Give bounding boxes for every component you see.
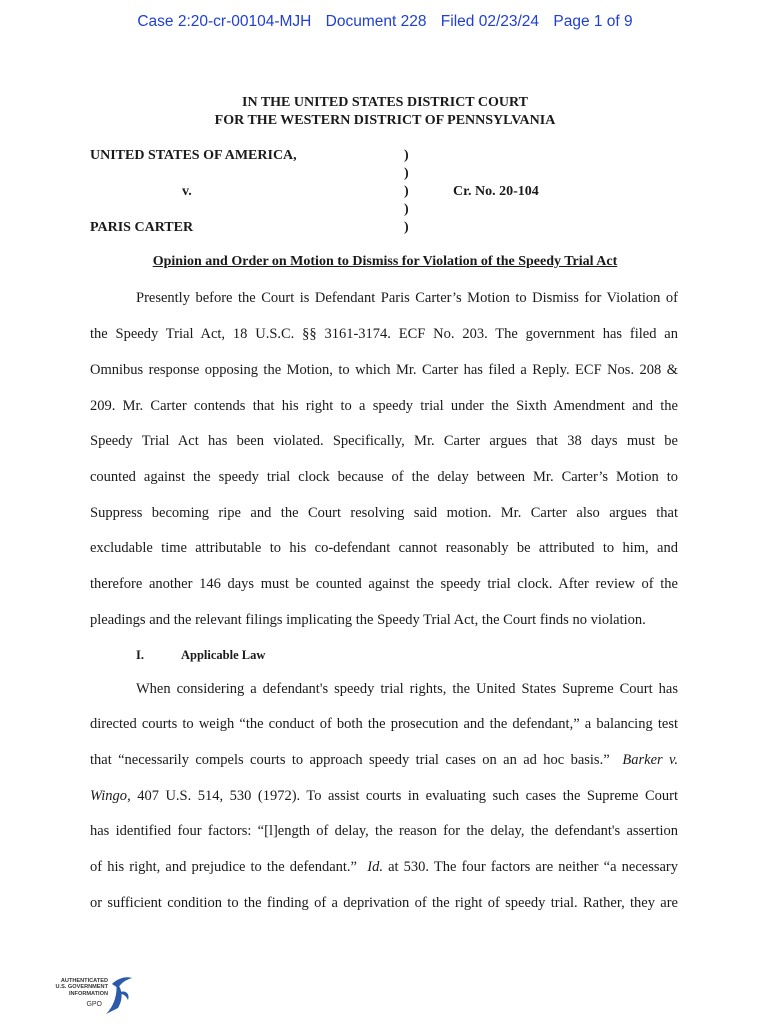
opinion-title: Opinion and Order on Motion to Dismiss for Violation of the Speedy Trial Act (152, 254, 618, 269)
plaintiff-name: UNITED STATES OF AMERICA, (90, 148, 297, 163)
case-number-header: Case 2:20-cr-00104-MJH (137, 13, 312, 30)
text-line: or sufficient condition to the finding of a deprivation of the right of speedy trial. Rather, they are (90, 895, 678, 911)
logo-text-line: AUTHENTICATED (60, 978, 108, 984)
logo-text-line: INFORMATION (68, 990, 108, 997)
text-line: has identified four factors: “[l]ength of delay, the reason for the delay, the defendant's assertion (90, 823, 678, 839)
text-line: therefore another 146 days must be counted against the speedy trial clock. After review of the (90, 576, 678, 592)
caption-paren: ) (404, 148, 409, 163)
text-line (90, 788, 678, 805)
case-number: Cr. No. 20-104 (453, 184, 539, 199)
text-line (90, 752, 678, 769)
section-heading: Applicable Law (181, 648, 266, 662)
gpo-authentication-logo (44, 974, 134, 1018)
text-line (90, 859, 678, 876)
text-segment: at 530. The four factors are neither “a necessary (388, 859, 678, 875)
court-name-line2: FOR THE WESTERN DISTRICT OF PENNSYLVANIA (214, 113, 556, 128)
text-segment: that “necessarily compels courts to approach speedy trial cases on an ad hoc basis.” (90, 752, 610, 768)
filed-date-header: Filed 02/23/24 (440, 13, 540, 30)
text-line: Suppress becoming ripe and the Court resolving said motion. Mr. Carter also argues that (90, 505, 678, 521)
defendant-name: PARIS CARTER (90, 220, 194, 235)
text-line: Presently before the Court is Defendant Paris Carter’s Motion to Dismiss for Violation of (136, 290, 678, 306)
text-line: pleadings and the relevant filings implicating the Speedy Trial Act, the Court finds no violation. (90, 612, 646, 628)
caption-paren: ) (404, 220, 409, 235)
text-line: When considering a defendant's speedy trial rights, the United States Supreme Court has (136, 681, 678, 697)
text-line: Omnibus response opposing the Motion, to which Mr. Carter has filed a Reply. ECF Nos. 208 & (90, 362, 678, 378)
text-line: directed courts to weigh “the conduct of both the prosecution and the defendant,” a balancing test (90, 716, 678, 732)
case-citation: Wingo (90, 788, 128, 804)
caption-paren: ) (404, 202, 409, 217)
caption-paren: ) (404, 184, 409, 199)
page-count-header: Page 1 of 9 (553, 13, 633, 30)
ecf-header (0, 13, 770, 31)
text-line: excludable time attributable to his co-defendant cannot reasonably be attributed to him, and (90, 540, 678, 556)
case-citation: Barker v. (622, 752, 679, 768)
eagle-icon (100, 974, 134, 1018)
text-line: Speedy Trial Act has been violated. Specifically, Mr. Carter argues that 38 days must be (90, 433, 678, 449)
text-line: the Speedy Trial Act, 18 U.S.C. §§ 3161-3174. ECF No. 203. The government has filed an (90, 326, 678, 342)
section-number: I. (136, 648, 144, 662)
document-number-header: Document 228 (325, 13, 427, 30)
text-segment: of his right, and prejudice to the defendant.” (90, 859, 357, 875)
versus: v. (182, 184, 192, 199)
logo-gpo-text: GPO (86, 1001, 102, 1008)
logo-text-line: U.S. GOVERNMENT (55, 984, 108, 991)
text-line: 209. Mr. Carter contends that his right to a speedy trial under the Sixth Amendment and the (90, 398, 678, 414)
id-citation: Id. (367, 859, 383, 875)
text-segment: , 407 U.S. 514, 530 (1972). To assist courts in evaluating such cases the Supreme Court (127, 788, 678, 804)
text-line: counted against the speedy trial clock because of the delay between Mr. Carter’s Motion to (90, 469, 678, 485)
court-name-line1: IN THE UNITED STATES DISTRICT COURT (242, 95, 528, 110)
caption-paren: ) (404, 166, 409, 181)
